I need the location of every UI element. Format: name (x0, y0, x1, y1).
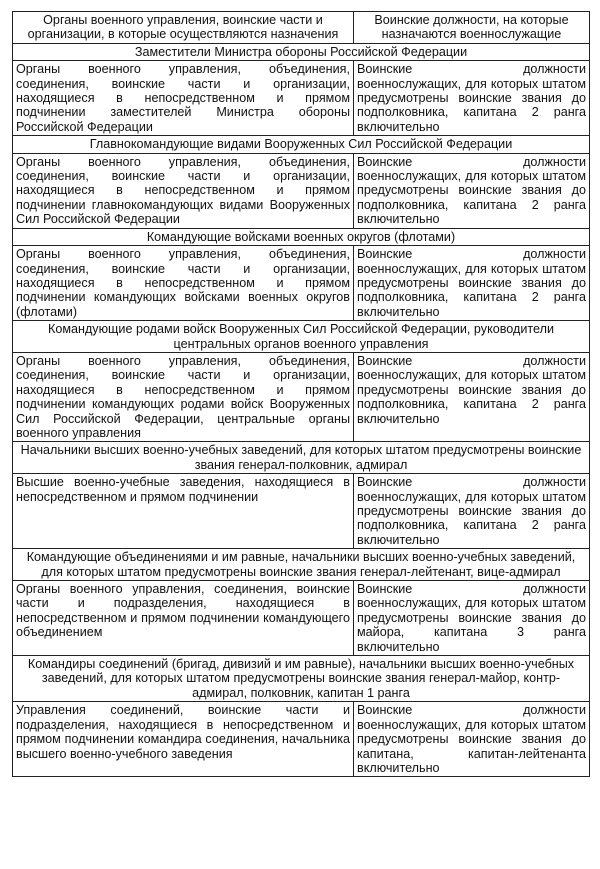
section-title-row (13, 549, 590, 581)
section-title-row (13, 228, 590, 245)
section-title-row (13, 442, 590, 474)
section-title: Командующие родами войск Вооруженных Сил Российской Федерации, руководители центральных органов военного управления (13, 321, 590, 353)
section-title: Командующие объединениями и им равные, начальники высших военно-учебных заведений, для которых штатом предусмотрены воинские звания генерал-лейтенант, вице-адмирал (13, 549, 590, 581)
table-row (13, 581, 590, 656)
table-row (13, 61, 590, 136)
table-row (13, 153, 590, 228)
appointments-table (12, 11, 590, 777)
section-title: Заместители Министра обороны Российской Федерации (13, 43, 590, 60)
positions-cell: Воинские должности военнослужащих, для которых штатом предусмотрены воинские звания до подполковника, капитана 2 ранга включительно (354, 474, 590, 549)
positions-cell: Воинские должности военнослужащих, для которых штатом предусмотрены воинские звания до майора, капитана 3 ранга включительно (354, 581, 590, 656)
bodies-cell: Управления соединений, воинские части и подразделения, находящиеся в непосредственном и прямом подчинении командира соединения, начальника высшего военно-учебного заведения (13, 702, 354, 777)
section-title: Командиры соединений (бригад, дивизий и им равные), начальники высших военно-учебных заведений, для которых штатом предусмотрены воинские звания генерал-майор, контр-адмирал, полковник, капитан 1 ранга (13, 656, 590, 702)
bodies-cell: Органы военного управления, соединения, воинские части и подразделения, находящиеся в непосредственном и прямом подчинении командующего объединением (13, 581, 354, 656)
bodies-cell: Органы военного управления, объединения, соединения, воинские части и организации, находящиеся в непосредственном и прямом подчинении командующих войсками военных округов (флотами) (13, 246, 354, 321)
section-title-row (13, 321, 590, 353)
positions-cell: Воинские должности военнослужащих, для которых штатом предусмотрены воинские звания до подполковника, капитана 2 ранга включительно (354, 352, 590, 441)
positions-cell: Воинские должности военнослужащих, для которых штатом предусмотрены воинские звания до капитана, капитан-лейтенанта включительно (354, 702, 590, 777)
bodies-cell: Органы военного управления, объединения, соединения, воинские части и организации, находящиеся в непосредственном и прямом подчинении главнокомандующих видами Вооруженных Сил Российской Федерации (13, 153, 354, 228)
positions-cell: Воинские должности военнослужащих, для которых штатом предусмотрены воинские звания до подполковника, капитана 2 ранга включительно (354, 246, 590, 321)
header-col-positions: Воинские должности, на которые назначаются военнослужащие (354, 12, 590, 44)
positions-cell: Воинские должности военнослужащих, для которых штатом предусмотрены воинские звания до подполковника, капитана 2 ранга включительно (354, 153, 590, 228)
bodies-cell: Органы военного управления, объединения, соединения, воинские части и организации, находящиеся в непосредственном и прямом подчинении заместителей Министра обороны Российской Федерации (13, 61, 354, 136)
header-col-bodies: Органы военного управления, воинские части и организации, в которые осуществляются назначения (13, 12, 354, 44)
positions-cell: Воинские должности военнослужащих, для которых штатом предусмотрены воинские звания до подполковника, капитана 2 ранга включительно (354, 61, 590, 136)
table-row (13, 352, 590, 441)
table-row (13, 702, 590, 777)
bodies-cell: Органы военного управления, объединения, соединения, воинские части и организации, находящиеся в непосредственном и прямом подчинении командующих родами войск Вооруженных Сил Российской Федерации, центральные органы военного управления (13, 352, 354, 441)
table-header-row (13, 12, 590, 44)
section-title-row (13, 136, 590, 153)
table-row (13, 474, 590, 549)
table-row (13, 246, 590, 321)
section-title: Начальники высших военно-учебных заведений, для которых штатом предусмотрены воинские звания генерал-полковник, адмирал (13, 442, 590, 474)
table-body (13, 12, 590, 777)
section-title-row (13, 43, 590, 60)
bodies-cell: Высшие военно-учебные заведения, находящиеся в непосредственном и прямом подчинении (13, 474, 354, 549)
section-title: Командующие войсками военных округов (флотами) (13, 228, 590, 245)
section-title-row (13, 656, 590, 702)
section-title: Главнокомандующие видами Вооруженных Сил Российской Федерации (13, 136, 590, 153)
